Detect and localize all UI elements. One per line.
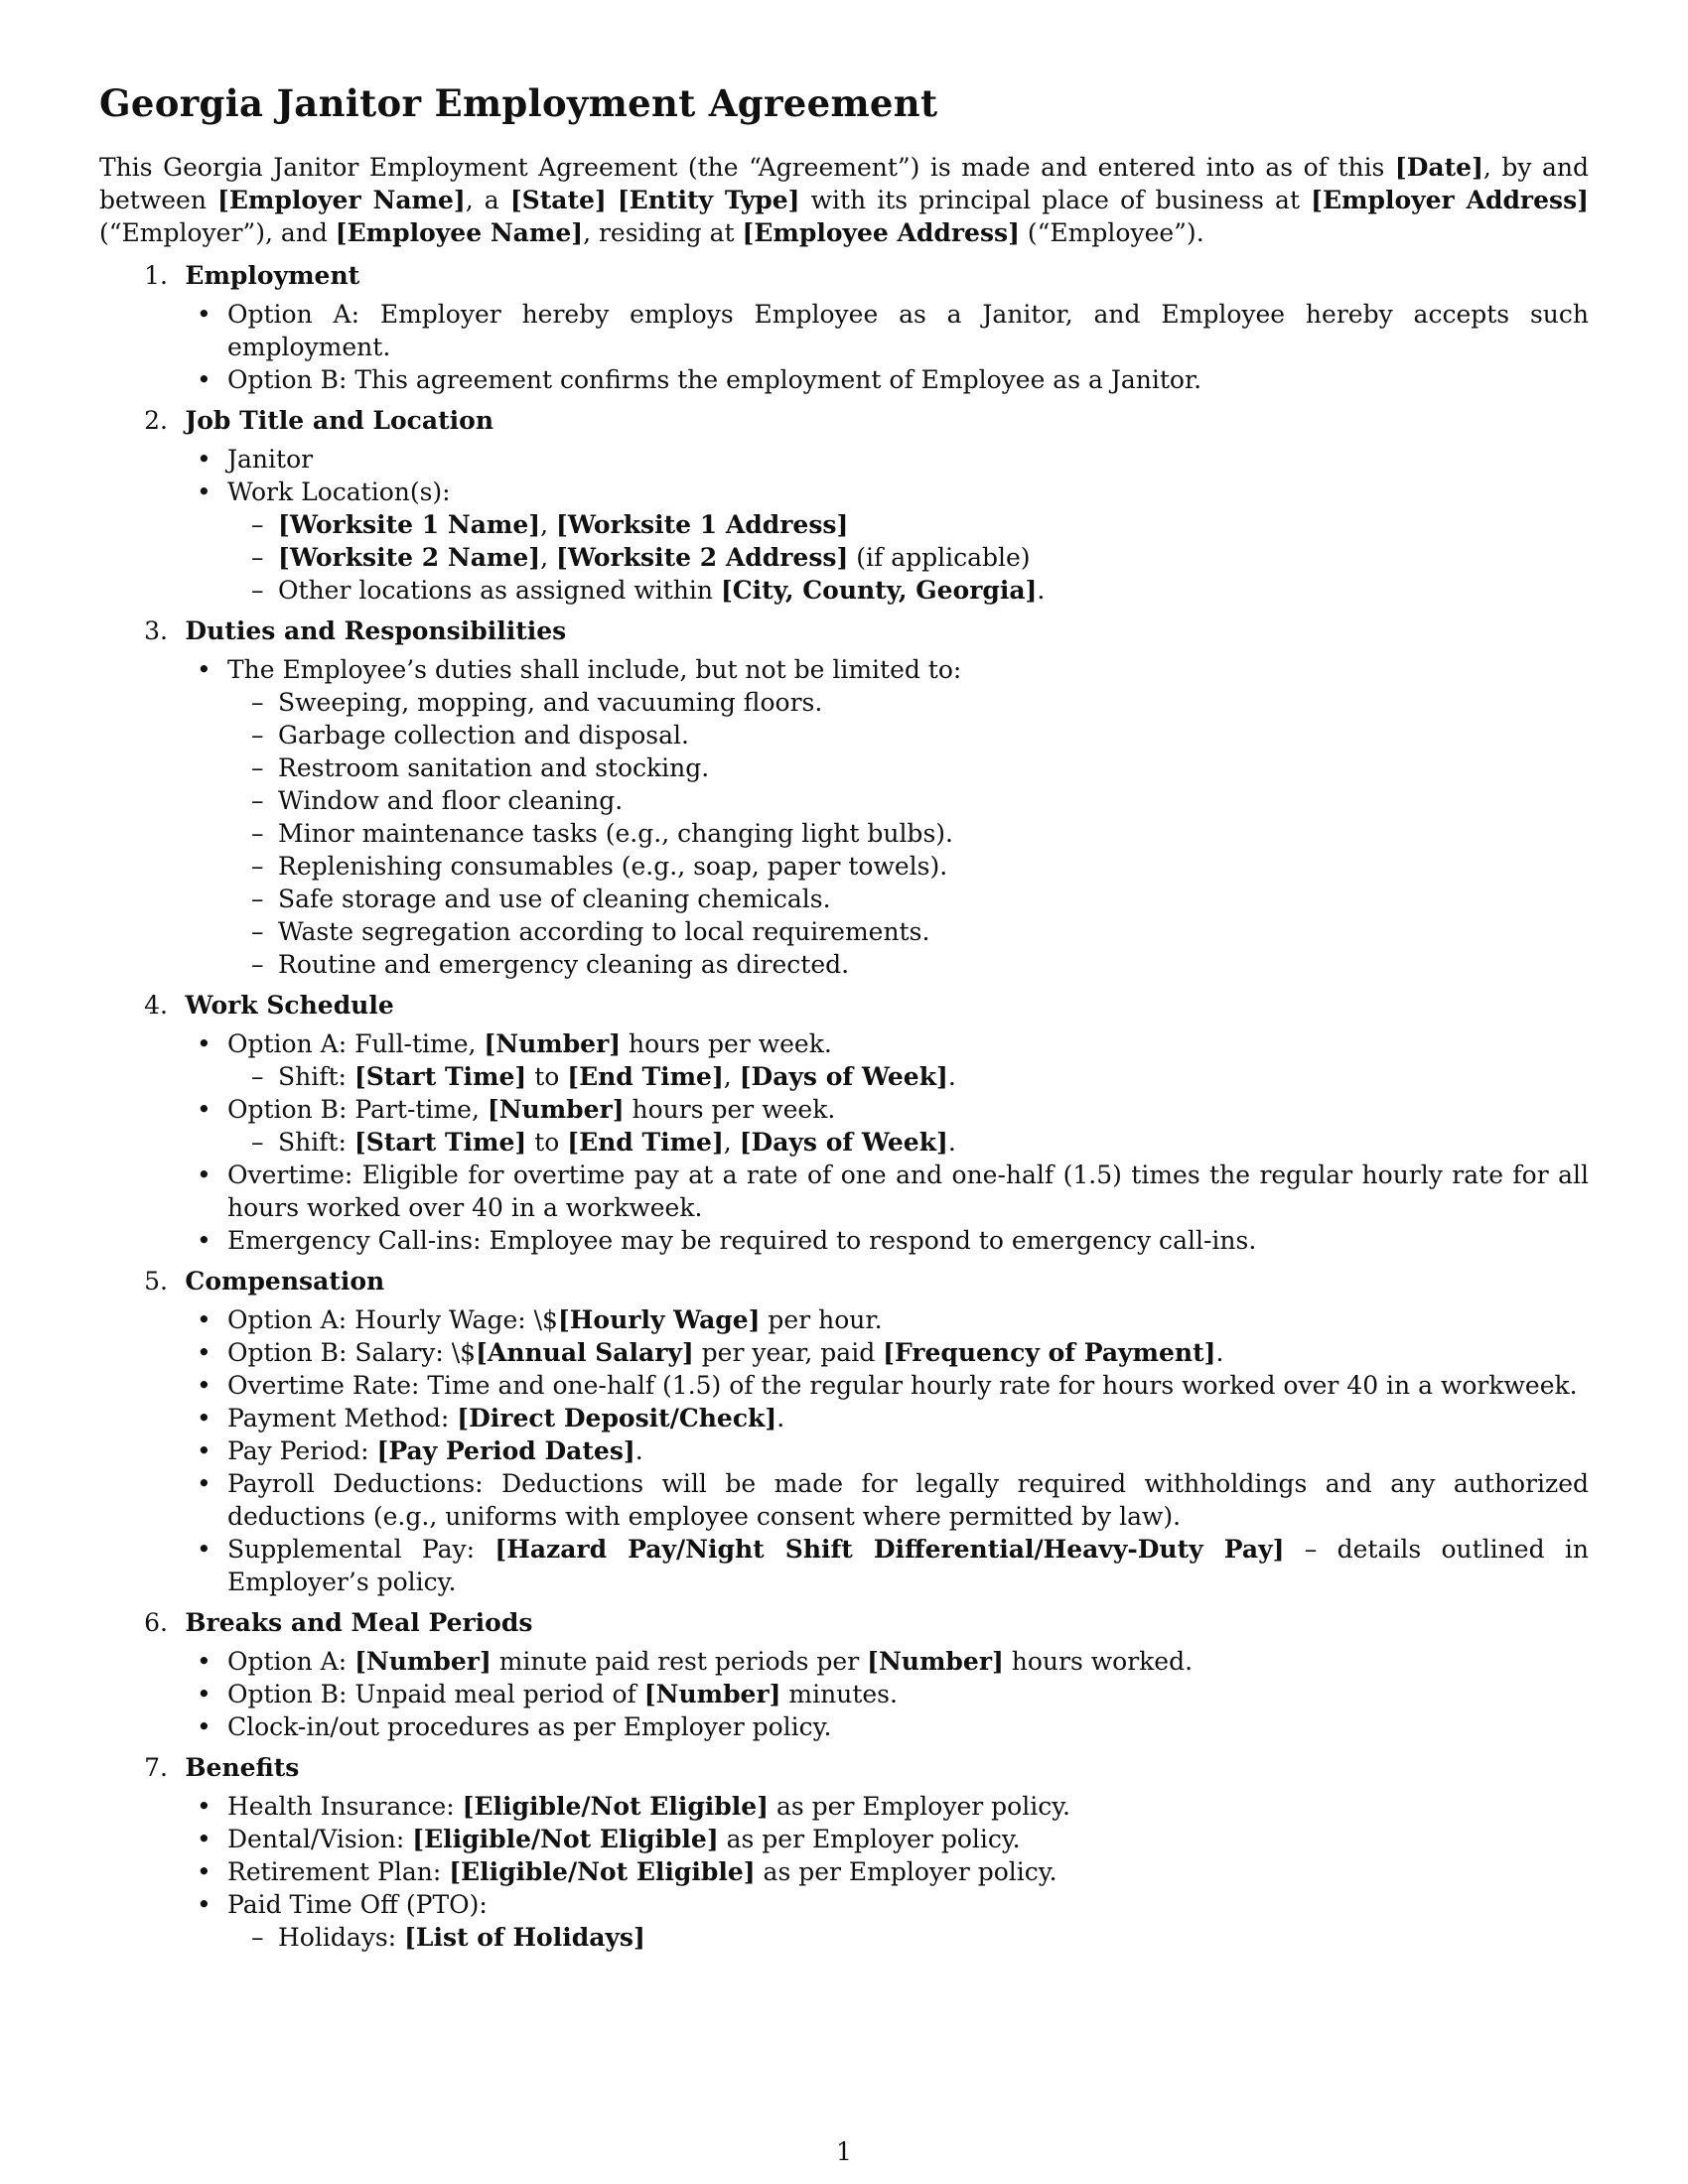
list-item: • Payroll Deductions: Deductions will be made for legally required withholdings and any authorized deductions (e.g., uniforms with employee consent where permitted by law). [197, 1469, 1589, 1531]
list-item: • Option B: Unpaid meal period of [Number] minutes. [197, 1680, 898, 1708]
list-item: • The Employee’s duties shall include, but not be limited to: – Sweeping, mopping, and vacuuming floors. – Garbage collection and disposal. – Restroom sanitation and stocking. – Window and floor cleaning. – Minor maintenance tasks (e.g., changing light bulbs). – Replenishing consumables (e.g., soap, paper towels). – Safe storage and use of cleaning chemicals. – Waste segregation according to local requirements. – Routine and emergency cleaning as directed. [99, 653, 1589, 981]
list-item: • Janitor [197, 445, 314, 474]
list-item: • Retirement Plan: [Eligible/Not Eligible] as per Employer policy. [197, 1857, 1057, 1886]
list-item: • Option A: Full-time, [Number] hours per week. – Shift: [Start Time] to [End Time], [Days of Week]. [99, 1027, 1589, 1093]
sub-item: – Shift: [Start Time] to [End Time], [Days of Week]. [251, 1128, 956, 1157]
section-list [99, 259, 1589, 1954]
section-heading: 6. Breaks and Meal Periods [144, 1608, 533, 1637]
sub-item: – Window and floor cleaning. [251, 786, 624, 815]
list-item: • Option B: This agreement confirms the employment of Employee as a Janitor. [197, 365, 1202, 394]
list-item: • Overtime: Eligible for overtime pay at a rate of one and one-half (1.5) times the regular hourly rate for all hours worked over 40 in a workweek. [197, 1160, 1589, 1222]
section-job-title-location [99, 404, 1589, 607]
section-breaks [99, 1606, 1589, 1743]
list-item: • Health Insurance: [Eligible/Not Eligible] as per Employer policy. [197, 1792, 1070, 1821]
sub-item: – Holidays: [List of Holidays] [251, 1923, 645, 1952]
list-item: • Option A: Hourly Wage: \$[Hourly Wage] per hour. [197, 1305, 883, 1334]
section-heading: 4. Work Schedule [144, 991, 394, 1020]
list-item: • Option A: Employer hereby employs Employee as a Janitor, and Employee hereby accepts such employment. [197, 300, 1589, 361]
sub-item: – Shift: [Start Time] to [End Time], [Days of Week]. [251, 1062, 956, 1091]
section-heading: 2. Job Title and Location [144, 406, 493, 435]
section-heading: 7. Benefits [144, 1753, 300, 1782]
sub-item: – Replenishing consumables (e.g., soap, paper towels). [251, 852, 948, 881]
list-item: • Supplemental Pay: [Hazard Pay/Night Shift Differential/Heavy-Duty Pay] – details outlined in Employer’s policy. [197, 1535, 1589, 1596]
section-heading: 1. Employment [144, 261, 360, 290]
list-item: • Dental/Vision: [Eligible/Not Eligible] as per Employer policy. [197, 1825, 1021, 1853]
list-item: • Overtime Rate: Time and one-half (1.5) of the regular hourly rate for hours worked over 40 in a workweek. [197, 1371, 1578, 1400]
list-item: • Clock-in/out procedures as per Employer policy. [197, 1712, 832, 1741]
sub-item: – Minor maintenance tasks (e.g., changing light bulbs). [251, 819, 953, 848]
document-title: Georgia Janitor Employment Agreement [99, 81, 938, 125]
section-compensation [99, 1265, 1589, 1598]
document-page [99, 81, 1589, 1962]
sub-item: – Other locations as assigned within [City, County, Georgia]. [251, 576, 1046, 605]
section-heading: 5. Compensation [144, 1267, 385, 1296]
intro-paragraph: This Georgia Janitor Employment Agreement (the “Agreement”) is made and entered into as of this [Date], by and between [Employer Name], a [State] [Entity Type] with its principal place of business at [Employer Address] (“Employer”), and [Employee Name], residing at [Employee Address] (“Employee”). [99, 153, 1589, 247]
sub-item: – Restroom sanitation and stocking. [251, 753, 710, 782]
list-item: • Option A: [Number] minute paid rest periods per [Number] hours worked. [197, 1647, 1194, 1676]
section-heading: 3. Duties and Responsibilities [144, 616, 567, 645]
section-employment [99, 259, 1589, 396]
sub-item: – Garbage collection and disposal. [251, 721, 689, 750]
list-item: • Option B: Part-time, [Number] hours per week. – Shift: [Start Time] to [End Time], [Days of Week]. [99, 1093, 1589, 1159]
list-item: • Payment Method: [Direct Deposit/Check]. [197, 1404, 785, 1433]
list-item: • Option B: Salary: \$[Annual Salary] per year, paid [Frequency of Payment]. [197, 1338, 1224, 1367]
list-item: • Work Location(s): – [Worksite 1 Name], [Worksite 1 Address] – [Worksite 2 Name], [Worksite 2 Address] (if applicable) – Other locations as assigned within [City, County, Georgia]. [99, 476, 1589, 607]
section-duties [99, 614, 1589, 981]
sub-item: – Sweeping, mopping, and vacuuming floors. [251, 688, 823, 717]
list-item: • Pay Period: [Pay Period Dates]. [197, 1436, 643, 1465]
sub-item: – Waste segregation according to local requirements. [251, 917, 930, 946]
list-item: • Paid Time Off (PTO): – Holidays: [List of Holidays] [99, 1888, 1589, 1954]
section-work-schedule [99, 989, 1589, 1257]
sub-item: – Routine and emergency cleaning as directed. [251, 950, 850, 979]
section-benefits [99, 1751, 1589, 1954]
page-number: 1 [836, 2137, 852, 2166]
list-item: • Emergency Call-ins: Employee may be required to respond to emergency call-ins. [197, 1226, 1257, 1255]
sub-item: – [Worksite 2 Name], [Worksite 2 Address] (if applicable) [251, 543, 1031, 572]
sub-item: – Safe storage and use of cleaning chemicals. [251, 885, 831, 913]
sub-item: – [Worksite 1 Name], [Worksite 1 Address] [251, 510, 849, 539]
